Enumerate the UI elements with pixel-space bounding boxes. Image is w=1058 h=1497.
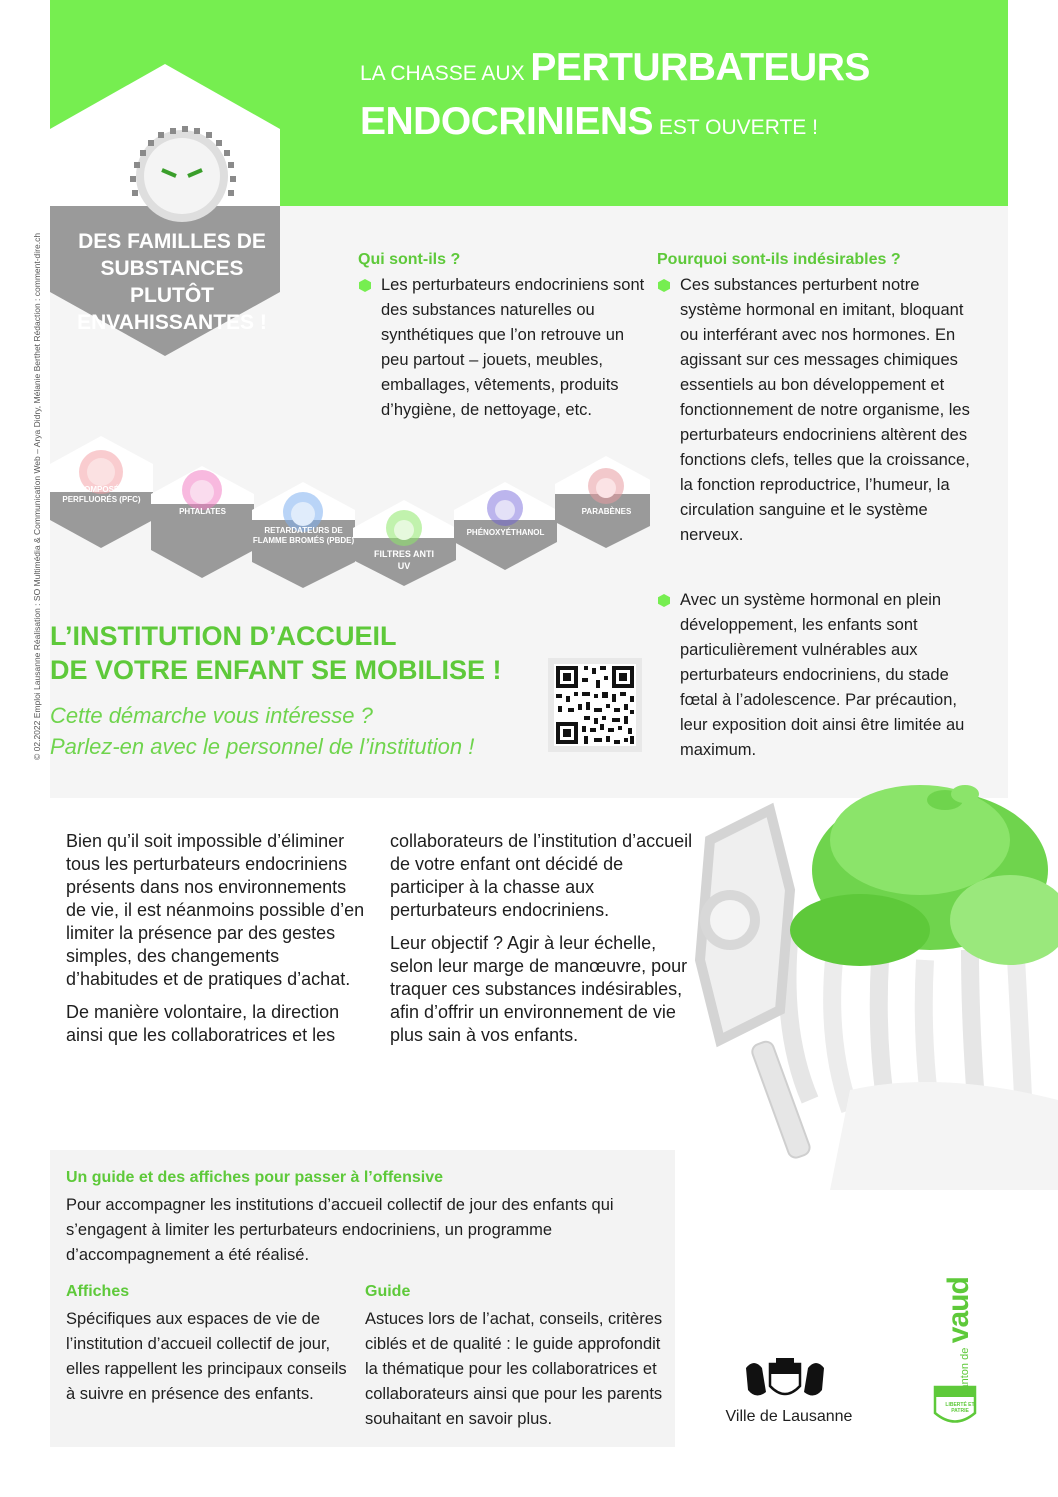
- guide-subtext: Astuces lors de l’achat, conseils, critères ciblés et de qualité : le guide approfondit la thématique pour les collaboratrices et collaborateurs ainsi que pour les parents souhaitant en savoir plus.: [365, 1310, 663, 1428]
- body-column-1: [66, 830, 371, 1057]
- families-title: DES FAMILLES DE SUBSTANCES PLUTÔT ENVAHISSANTES !: [77, 230, 267, 334]
- family-hex-filtres-uv: [353, 500, 456, 586]
- guide-subheading: Guide: [365, 1283, 411, 1300]
- title-small-1: LA CHASSE AUX: [360, 62, 531, 85]
- side-credit: © 02.2022 Emploi Lausanne Réalisation : SO Multimédia & Communication Web – Arya Didry, Mélanie Berthet Rédaction : comment-dire.ch: [32, 232, 42, 760]
- bullet-hex-icon: [359, 279, 371, 292]
- qr-code[interactable]: [548, 658, 642, 752]
- institution-subtitle-line-1: Cette démarche vous intéresse ?: [50, 703, 373, 728]
- vaud-big-text: vaud: [942, 1277, 975, 1344]
- why-heading: Pourquoi sont-ils indésirables ?: [657, 251, 901, 268]
- title-small-2: EST OUVERTE !: [653, 116, 818, 139]
- affiches-text: Spécifiques aux espaces de vie de l’institution d’accueil collectif de jour, elles rappellent les principaux conseils à suivre en présence des enfants.: [66, 1310, 347, 1403]
- institution-heading: [50, 619, 550, 687]
- hat-icon: [790, 785, 1058, 966]
- affiches-heading: Affiches: [66, 1283, 130, 1300]
- institution-heading-line-1: L’INSTITUTION D’ACCUEIL: [50, 621, 397, 651]
- family-hex-parabenes: [555, 456, 650, 548]
- who-heading: Qui sont-ils ?: [358, 251, 461, 268]
- why-text-2: Avec un système hormonal en plein développement, les enfants sont particulièrement vulnérables aux perturbateurs endocriniens, du stade fœtal à l’adolescence. Par précaution, leur exposition doit ainsi être limitée au maximum.: [680, 591, 965, 759]
- bullet-hex-icon: [658, 594, 670, 607]
- family-label-parabenes: PARABÈNES: [581, 507, 632, 516]
- guide-heading: Un guide et des affiches pour passer à l’offensive: [66, 1169, 443, 1186]
- institution-heading-line-2: DE VOTRE ENFANT SE MOBILISE !: [50, 655, 502, 685]
- body-paragraph-4: Leur objectif ? Agir à leur échelle, selon leur marge de manœuvre, pour traquer ces substances indésirables, afin d’offrir un environnement de vie plus sain à vos enfants.: [390, 933, 688, 1045]
- body-paragraph-1: Bien qu’il soit impossible d’éliminer tous les perturbateurs endocriniens présents dans nos environnements de vie, il est néanmoins possible d’en limiter la présence par des gestes simples, des changements d’habitudes et de pratiques d’achat.: [66, 831, 365, 989]
- body-column-2: [390, 830, 700, 1057]
- vaud-logo-text: [942, 1277, 982, 1396]
- title-line-2: [360, 100, 818, 144]
- body-paragraph-3: collaborateurs de l’institution d’accueil de votre enfant ont décidé de participer à la chasse aux perturbateurs endocriniens.: [390, 831, 693, 920]
- guide-text: Pour accompagner les institutions d’accueil collectif de jour des enfants qui s’engagent à limiter les perturbateurs endocriniens, un programme d’accompagnement a été réalisé.: [66, 1196, 614, 1264]
- title-big-1: PERTURBATEURS: [530, 46, 870, 89]
- family-hex-phenoxyethanol: [454, 482, 557, 570]
- title-line-1: [360, 46, 870, 90]
- family-label-pbde: RETARDATEURS DE FLAMME BROMÉS (PBDE): [252, 526, 355, 545]
- title-big-2: ENDOCRINIENS: [360, 100, 654, 143]
- bullet-hex-icon: [658, 279, 670, 292]
- family-label-pfc: COMPOSÉS PERFLUORÉS (PFC): [62, 485, 141, 504]
- institution-subtitle-line-2: Parlez-en avec le personnel de l’institution !: [50, 734, 475, 759]
- body-paragraph-2: De manière volontaire, la direction ainsi que les collaboratrices et les: [66, 1002, 340, 1045]
- lausanne-crest-icon: [740, 1356, 830, 1406]
- why-text-1: Ces substances perturbent notre système hormonal en imitant, bloquant ou interférant avec nos hormones. En agissant sur ces messages chimiques essentiels au bon développement et fonctionnement de notre organisme, les perturbateurs endocriniens altèrent des fonctions clefs, telles que la croissance, la fonction reproductrice, l’humeur, la circulation sanguine et le système nerveux.: [680, 276, 970, 544]
- who-text: Les perturbateurs endocriniens sont des substances naturelles ou synthétiques que l’on retrouve un peu partout – jouets, meubles, emballages, vêtements, produits d’hygiène, de nettoyage, etc.: [381, 276, 645, 419]
- family-label-phenoxyethanol: PHÉNOXYÉTHANOL: [466, 528, 545, 537]
- family-label-phtalates: PHTALATES: [179, 507, 226, 516]
- vaud-small-text: canton de: [959, 1347, 971, 1396]
- institution-subtitle: [50, 700, 550, 762]
- family-label-filtres-uv: FILTRES ANTI UV: [374, 549, 434, 571]
- lausanne-logo-text: Ville de Lausanne: [725, 1408, 853, 1425]
- family-hex-phtalates: [151, 466, 254, 578]
- vaud-motto: LIBERTÉ ET PATRIE: [945, 1402, 975, 1414]
- family-hexagons: [50, 430, 650, 590]
